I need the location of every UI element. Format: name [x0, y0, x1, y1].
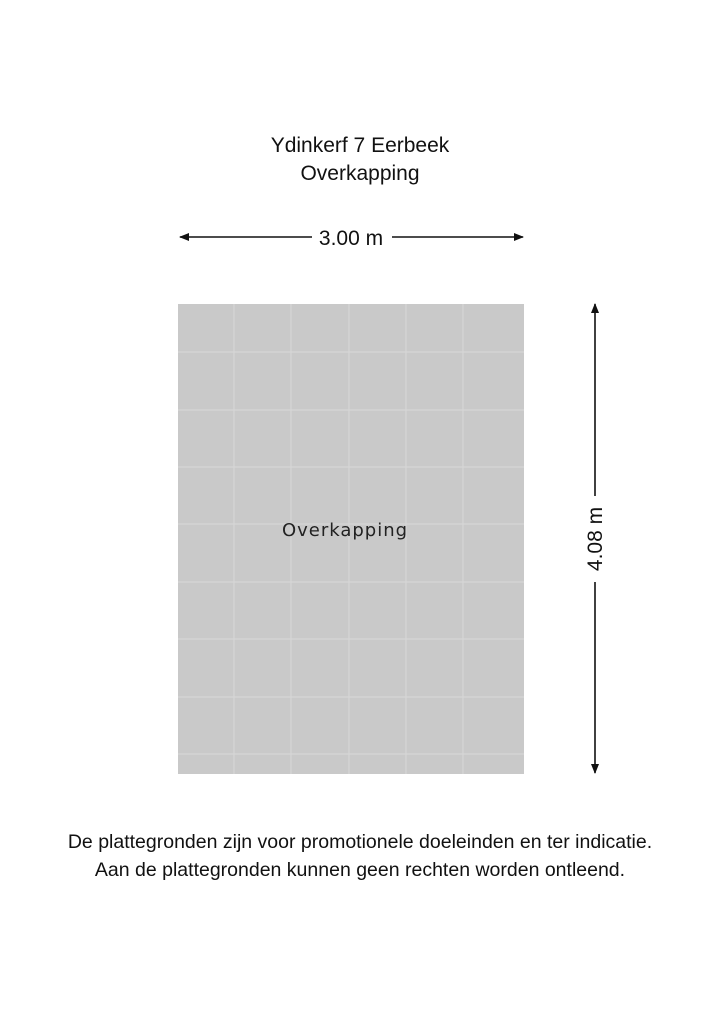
floor-title: Overkapping: [300, 162, 420, 185]
room-label: Overkapping: [281, 520, 409, 541]
depth-label: 4.08 m: [584, 506, 607, 572]
disclaimer-line-2: Aan de plattegronden kunnen geen rechten worden ontleend.: [94, 859, 626, 881]
address-title: Ydinkerf 7 Eerbeek: [270, 134, 450, 157]
disclaimer-line-1: De plattegronden zijn voor promotionele doeleinden en ter indicatie.: [67, 831, 653, 853]
width-label: 3.00 m: [318, 227, 384, 250]
disclaimer: [0, 828, 720, 884]
depth-dimension: [584, 304, 607, 773]
width-dimension: [180, 227, 523, 250]
room-overkapping: [178, 304, 524, 774]
